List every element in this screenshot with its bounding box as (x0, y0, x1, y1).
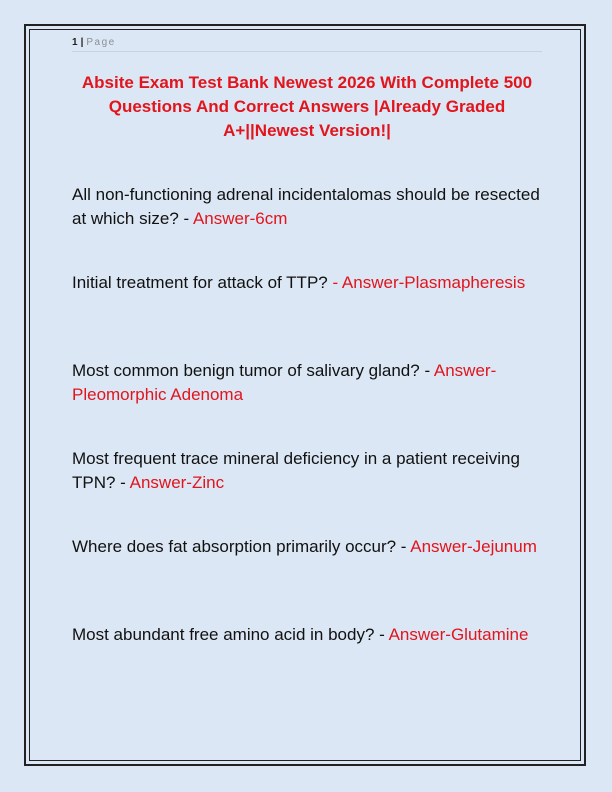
document-title: Absite Exam Test Bank Newest 2026 With Complete 500 Questions And Correct Answers |Already Graded A+||Newest Version!| (81, 73, 533, 140)
answer-text: Answer-Jejunum (410, 537, 537, 556)
question-text: Initial treatment for attack of TTP? (72, 273, 333, 292)
answer-text: Answer-Glutamine (388, 625, 529, 644)
qa-item-2 (72, 271, 542, 295)
answer-text: Answer-Pleomorphic Adenoma (72, 361, 497, 404)
page-number: 1 (72, 37, 78, 48)
question-text: Most common benign tumor of salivary gland? - (72, 361, 434, 380)
question-text: Where does fat absorption primarily occur? - (72, 537, 411, 556)
question-text: Most frequent trace mineral deficiency in a patient receiving TPN? - (72, 449, 520, 492)
qa-item-4 (72, 447, 542, 495)
answer-text: - Answer-Plasmapheresis (332, 273, 526, 292)
qa-item-1 (72, 183, 542, 231)
question-text: All non-functioning adrenal incidentalomas should be resected at which size? - (72, 185, 540, 228)
answer-text: Answer-Zinc (129, 473, 225, 492)
qa-item-6 (72, 623, 542, 647)
page-header-separator: | (80, 37, 84, 48)
page-header (72, 37, 542, 52)
page-label: Page (86, 37, 116, 48)
qa-item-5 (72, 535, 542, 559)
answer-text: Answer-6cm (192, 209, 288, 228)
qa-item-3 (72, 359, 542, 407)
question-text: Most abundant free amino acid in body? - (72, 625, 389, 644)
